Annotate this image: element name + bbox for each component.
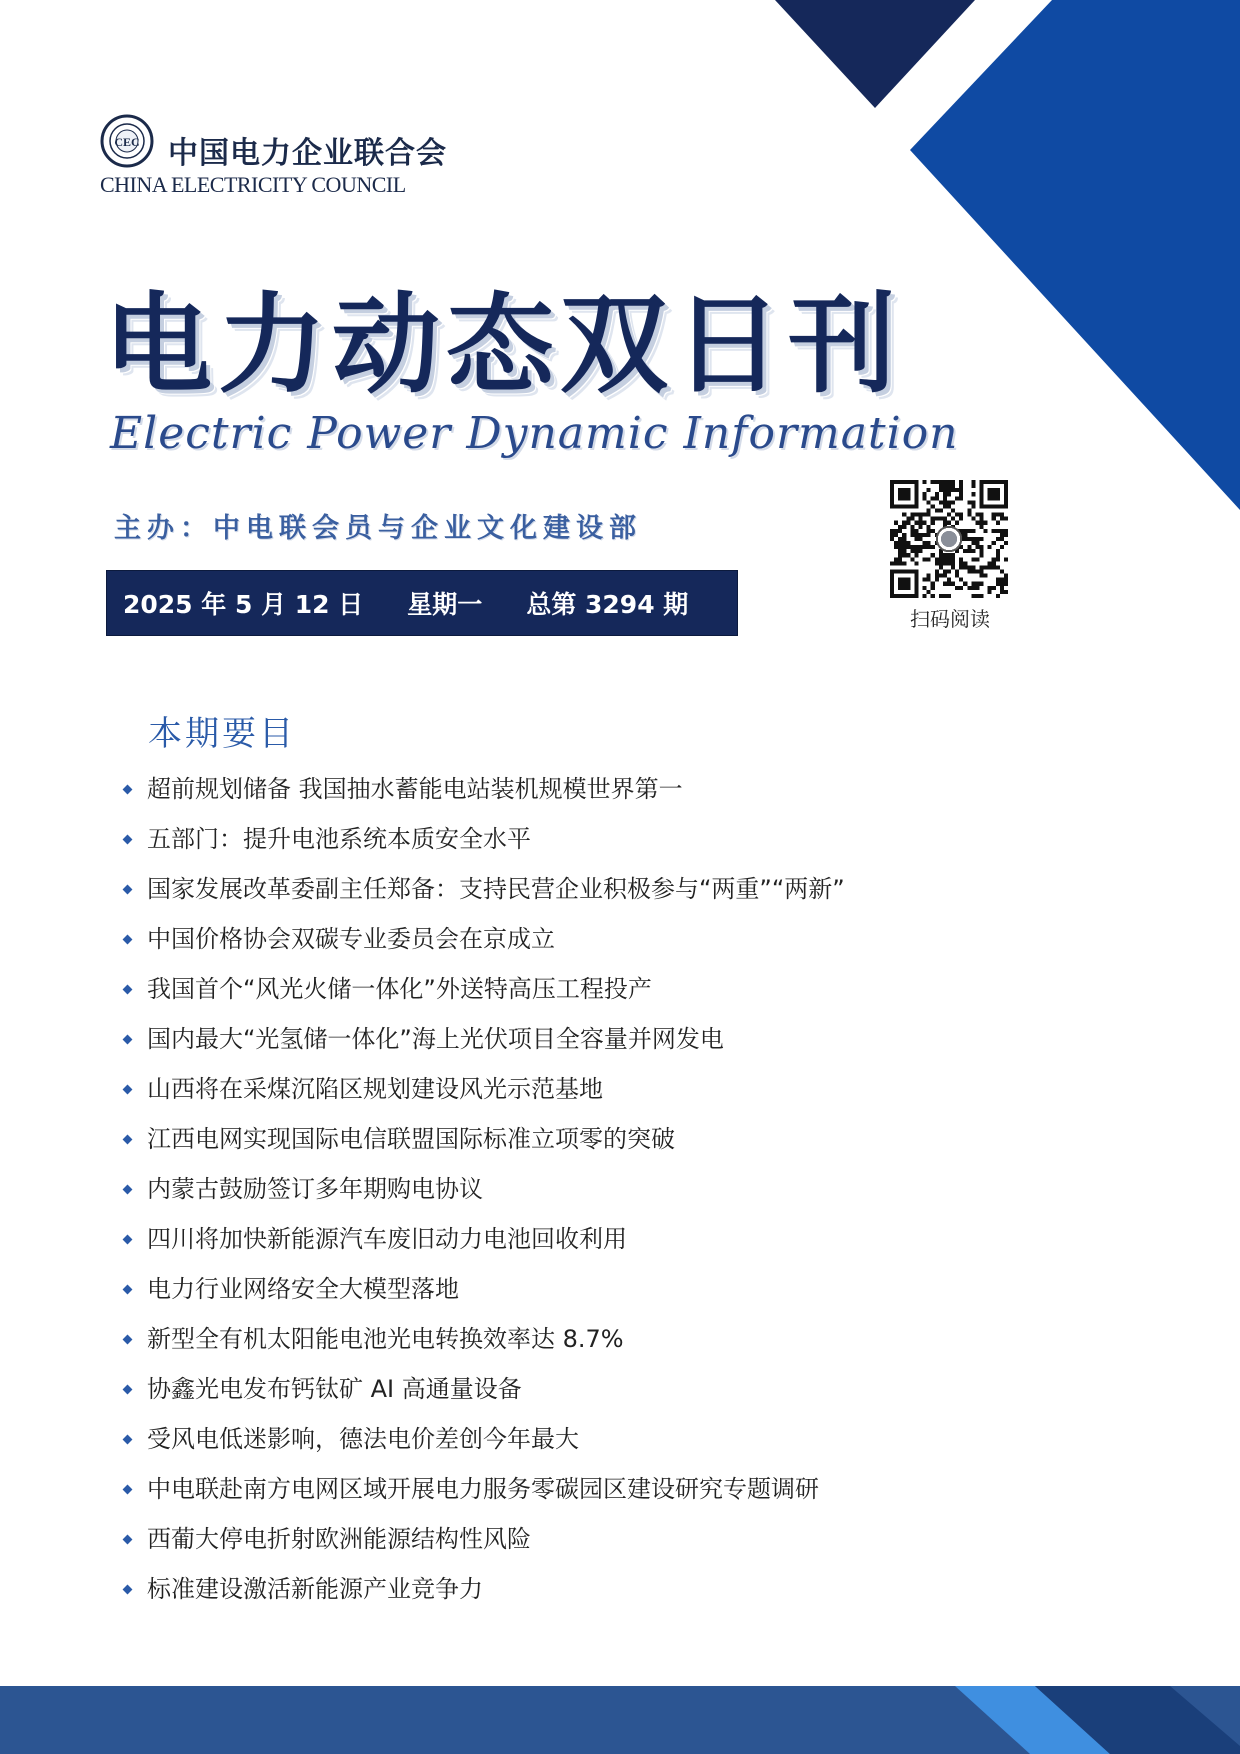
contents-item[interactable] — [124, 764, 845, 814]
org-name-en: CHINA ELECTRICITY COUNCIL — [100, 172, 406, 197]
contents-item[interactable] — [124, 814, 845, 864]
contents-item-label: 内蒙古鼓励签订多年期购电协议 — [147, 1175, 483, 1203]
diamond-bullet-icon — [123, 1484, 133, 1494]
top-triangle — [775, 0, 975, 108]
diamond-bullet-icon — [123, 1434, 133, 1444]
contents-item[interactable] — [124, 1064, 845, 1114]
contents-item[interactable] — [124, 964, 845, 1014]
contents-item[interactable] — [124, 1114, 845, 1164]
contents-item-label: 国家发展改革委副主任郑备：支持民营企业积极参与“两重”“两新” — [147, 875, 845, 903]
diamond-bullet-icon — [123, 1334, 133, 1344]
diamond-bullet-icon — [123, 1134, 133, 1144]
diamond-bullet-icon — [123, 1384, 133, 1394]
contents-item[interactable] — [124, 1364, 845, 1414]
contents-item[interactable] — [124, 1564, 845, 1614]
contents-item-label: 我国首个“风光火储一体化”外送特高压工程投产 — [147, 975, 652, 1003]
cec-logo-icon — [100, 114, 154, 168]
issue-date: 2025 年 5 月 12 日 — [123, 590, 364, 619]
contents-item-label: 电力行业网络安全大模型落地 — [147, 1275, 459, 1303]
diamond-bullet-icon — [123, 1534, 133, 1544]
contents-item-label: 江西电网实现国际电信联盟国际标准立项零的突破 — [147, 1125, 675, 1153]
contents-heading: 本期要目 — [148, 714, 296, 754]
contents-item-label: 超前规划储备 我国抽水蓄能电站装机规模世界第一 — [147, 775, 683, 803]
footer-band — [0, 1686, 1240, 1754]
diamond-bullet-icon — [123, 834, 133, 844]
contents-item-label: 标准建设激活新能源产业竞争力 — [147, 1575, 483, 1603]
diamond-bullet-icon — [123, 1084, 133, 1094]
diamond-bullet-icon — [123, 1284, 133, 1294]
contents-list — [124, 764, 845, 1614]
contents-item[interactable] — [124, 1514, 845, 1564]
diamond-bullet-icon — [123, 784, 133, 794]
contents-item-label: 受风电低迷影响，德法电价差创今年最大 — [147, 1425, 579, 1453]
publication-title: 电力动态双日刊 — [104, 283, 903, 408]
contents-item-label: 协鑫光电发布钙钛矿 AI 高通量设备 — [147, 1375, 522, 1403]
contents-item-label: 中电联赴南方电网区域开展电力服务零碳园区建设研究专题调研 — [147, 1475, 819, 1503]
contents-item[interactable] — [124, 1414, 845, 1464]
contents-item-label: 西葡大停电折射欧洲能源结构性风险 — [147, 1525, 531, 1553]
publication-title-en: Electric Power Dynamic Information — [110, 408, 959, 459]
issue-date-bar — [106, 570, 738, 636]
contents-item[interactable] — [124, 1014, 845, 1064]
contents-item[interactable] — [124, 914, 845, 964]
logo-letters: CEC — [114, 135, 140, 149]
sponsor-line: 主办：中电联会员与企业文化建设部 — [114, 513, 642, 544]
qr-caption: 扫码阅读 — [910, 607, 990, 631]
contents-item-label: 新型全有机太阳能电池光电转换效率达 8.7% — [147, 1325, 624, 1353]
contents-item-label: 中国价格协会双碳专业委员会在京成立 — [147, 925, 555, 953]
diamond-bullet-icon — [123, 1184, 133, 1194]
diamond-bullet-icon — [123, 934, 133, 944]
contents-item[interactable] — [124, 1214, 845, 1264]
diamond-bullet-icon — [123, 984, 133, 994]
contents-item[interactable] — [124, 1314, 845, 1364]
contents-item[interactable] — [124, 864, 845, 914]
contents-item[interactable] — [124, 1164, 845, 1214]
contents-item-label: 四川将加快新能源汽车废旧动力电池回收利用 — [147, 1225, 627, 1253]
diamond-bullet-icon — [123, 1234, 133, 1244]
contents-item[interactable] — [124, 1264, 845, 1314]
diamond-bullet-icon — [123, 1584, 133, 1594]
diamond-bullet-icon — [123, 1034, 133, 1044]
qr-code-icon[interactable] — [890, 480, 1008, 598]
org-name-cn: 中国电力企业联合会 — [168, 136, 447, 171]
diamond-bullet-icon — [123, 884, 133, 894]
issue-number: 总第 3294 期 — [526, 590, 689, 619]
contents-item-label: 山西将在采煤沉陷区规划建设风光示范基地 — [147, 1075, 603, 1103]
issue-weekday: 星期一 — [407, 590, 483, 619]
contents-item-label: 国内最大“光氢储一体化”海上光伏项目全容量并网发电 — [147, 1025, 724, 1053]
right-triangle — [910, 0, 1240, 510]
contents-item-label: 五部门：提升电池系统本质安全水平 — [147, 825, 531, 853]
contents-item[interactable] — [124, 1464, 845, 1514]
